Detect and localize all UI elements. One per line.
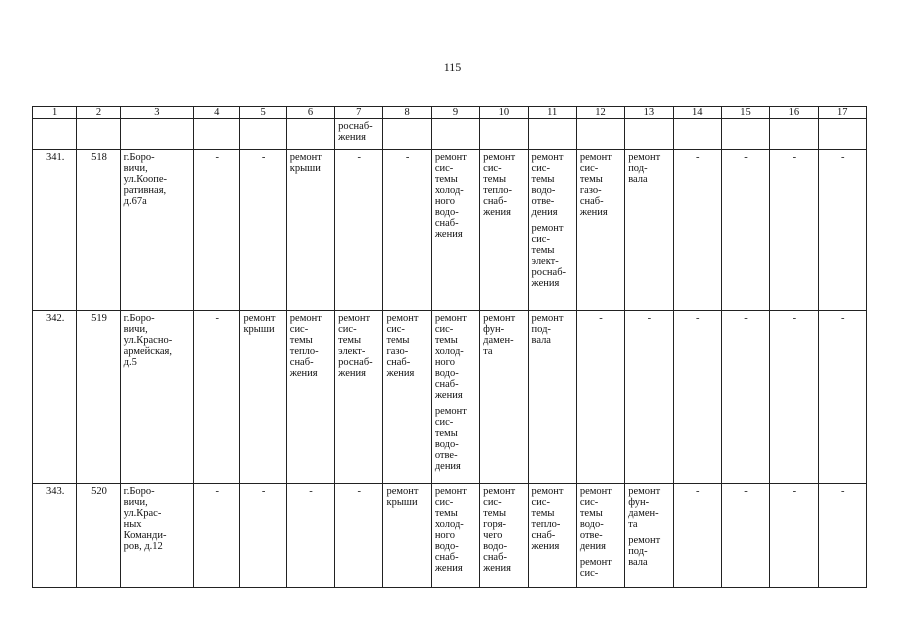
cell-line: темы — [434, 428, 458, 439]
cell-line: темы — [338, 335, 362, 346]
row-number: 342. — [33, 311, 77, 484]
cell-line: газо- — [386, 346, 409, 357]
address-cell — [120, 484, 194, 588]
column-header-15: 15 — [721, 107, 769, 119]
continuation-cell-1 — [33, 119, 77, 150]
cell-line: роснаб- — [338, 121, 373, 132]
cell-line: фун- — [483, 324, 505, 335]
cell-line: жения — [531, 278, 560, 289]
cell-line: роснаб- — [338, 357, 373, 368]
empty-dash-cell: - — [818, 150, 866, 311]
repair-work-entry — [435, 406, 477, 472]
repair-work-cell — [528, 311, 576, 484]
continuation-cell-17 — [818, 119, 866, 150]
repair-work-entry — [483, 486, 525, 574]
table-row — [33, 311, 867, 484]
cell-line: водо- — [434, 207, 459, 218]
address-cell — [120, 311, 194, 484]
empty-dash-cell: - — [770, 150, 818, 311]
cell-line: ремонт — [628, 535, 661, 546]
cell-line: водо- — [483, 541, 508, 552]
repair-work-entry — [532, 313, 574, 346]
cell-line: темы — [579, 174, 603, 185]
continuation-cell-10 — [480, 119, 528, 150]
address-line: Команди- — [123, 530, 167, 541]
repair-work-entry — [435, 313, 477, 401]
cell-line: снаб- — [434, 218, 459, 229]
continuation-cell-4 — [194, 119, 240, 150]
cell-line: отве- — [531, 196, 555, 207]
repair-work-cell — [480, 311, 528, 484]
repair-work-entry — [338, 313, 380, 379]
cell-line: темы — [386, 335, 410, 346]
repair-work-cell — [335, 311, 383, 484]
row-number: 343. — [33, 484, 77, 588]
cell-line: снаб- — [483, 196, 507, 207]
cell-line: тепло- — [289, 346, 319, 357]
empty-dash-cell: - — [721, 311, 769, 484]
address-line: вичи, — [123, 497, 148, 508]
repair-work-entry — [290, 152, 332, 174]
repair-work-entry — [483, 152, 525, 218]
continuation-cell-12 — [576, 119, 624, 150]
repair-work-entry — [532, 486, 574, 552]
cell-line: ного — [434, 196, 455, 207]
repair-work-entry — [628, 152, 670, 185]
repair-work-cell — [383, 484, 431, 588]
repair-work-entry — [483, 313, 525, 357]
cell-line: жения — [434, 229, 463, 240]
column-header-13: 13 — [625, 107, 673, 119]
cell-line: жения — [434, 390, 463, 401]
cell-line: элект- — [531, 256, 559, 267]
cell-line: темы — [531, 508, 555, 519]
cell-line: фун- — [628, 497, 650, 508]
cell-line: темы — [483, 508, 507, 519]
empty-dash-cell: - — [721, 150, 769, 311]
repair-work-cell — [286, 311, 334, 484]
cell-line: сис- — [531, 163, 550, 174]
column-header-1: 1 — [33, 107, 77, 119]
cell-line: ремонт — [483, 152, 516, 163]
continuation-cell-15 — [721, 119, 769, 150]
cell-line: ного — [434, 357, 455, 368]
cell-line: сис- — [338, 324, 357, 335]
repair-work-entry — [435, 152, 477, 240]
column-header-7: 7 — [335, 107, 383, 119]
address-line: ул.Крас- — [123, 508, 162, 519]
continuation-cell-9 — [431, 119, 479, 150]
cell-line: ремонт — [289, 313, 322, 324]
cell-line: дения — [531, 207, 558, 218]
empty-dash-cell: - — [625, 311, 673, 484]
cell-line: темы — [434, 174, 458, 185]
continuation-cell-11 — [528, 119, 576, 150]
repair-work-cell — [431, 150, 479, 311]
cell-line: темы — [483, 174, 507, 185]
repair-work-entry — [580, 486, 622, 552]
cell-line: жения — [338, 132, 366, 143]
empty-dash-cell: - — [673, 150, 721, 311]
address-line: г.Боро- — [123, 152, 155, 163]
empty-dash-cell: - — [194, 311, 240, 484]
table-row — [33, 484, 867, 588]
cell-line: ремонт — [483, 486, 516, 497]
address-line: ных — [123, 519, 142, 530]
cell-line: ремонт — [531, 152, 564, 163]
cell-line: роснаб- — [531, 267, 567, 278]
repair-work-entry — [386, 486, 428, 508]
cell-line: крыши — [243, 324, 275, 335]
cell-line: отве- — [579, 530, 603, 541]
continuation-cell-8 — [383, 119, 431, 150]
cell-line: водо- — [434, 439, 459, 450]
repair-work-cell — [625, 150, 673, 311]
cell-line: ремонт — [434, 152, 467, 163]
cell-line: жения — [483, 207, 512, 218]
cell-line: газо- — [579, 185, 602, 196]
empty-dash-cell: - — [240, 484, 286, 588]
cell-line: крыши — [386, 497, 418, 508]
address-line: ративная, — [123, 185, 167, 196]
cell-line: жения — [483, 563, 512, 574]
cell-line: ремонт — [243, 313, 276, 324]
continuation-cell-13 — [625, 119, 673, 150]
repair-work-entry — [290, 313, 332, 379]
cell-line: ремонт — [289, 152, 322, 163]
empty-dash-cell: - — [286, 484, 334, 588]
empty-dash-cell: - — [335, 484, 383, 588]
cell-line: горя- — [483, 519, 507, 530]
cell-line: снаб- — [386, 357, 411, 368]
cell-line: снаб- — [289, 357, 314, 368]
repair-work-cell — [480, 150, 528, 311]
page-number: 115 — [443, 60, 462, 74]
registry-number: 518 — [77, 150, 120, 311]
cell-line: дамен- — [628, 508, 659, 519]
cell-line: тепло- — [483, 185, 513, 196]
cell-line: отве- — [434, 450, 458, 461]
column-header-8: 8 — [383, 107, 431, 119]
cell-line: ремонт — [579, 486, 612, 497]
empty-dash-cell: - — [770, 311, 818, 484]
address-line: д.67а — [123, 196, 147, 207]
repair-work-cell — [431, 484, 479, 588]
address-line: вичи, — [123, 163, 148, 174]
cell-line: водо- — [434, 541, 459, 552]
cell-line: под- — [628, 163, 648, 174]
repair-work-cell — [240, 311, 286, 484]
column-header-9: 9 — [431, 107, 479, 119]
empty-dash-cell: - — [335, 150, 383, 311]
cell-line: жения — [434, 563, 463, 574]
cell-line: жения — [338, 368, 366, 379]
cell-line: дения — [579, 541, 606, 552]
cell-line: темы — [434, 335, 458, 346]
repair-register-table — [32, 106, 867, 588]
empty-dash-cell: - — [576, 311, 624, 484]
cell-line: ремонт — [531, 313, 564, 324]
cell-line: сис- — [579, 163, 599, 174]
cell-line: дамен- — [483, 335, 514, 346]
cell-line: снаб- — [434, 379, 459, 390]
continuation-row — [33, 119, 867, 150]
cell-line: снаб- — [531, 530, 556, 541]
cell-line: ремонт — [531, 486, 564, 497]
address-line: вичи, — [123, 324, 148, 335]
cell-line: ремонт — [483, 313, 516, 324]
cell-line: ремонт — [434, 313, 467, 324]
cell-line: холод- — [434, 519, 464, 530]
cell-line: сис- — [483, 163, 502, 174]
cell-line: вала — [628, 557, 648, 568]
cell-line: ремонт — [579, 557, 612, 568]
empty-dash-cell: - — [673, 311, 721, 484]
column-header-16: 16 — [770, 107, 818, 119]
repair-work-entry — [386, 313, 428, 379]
empty-dash-cell: - — [673, 484, 721, 588]
repair-work-cell — [528, 150, 576, 311]
address-cell — [120, 150, 194, 311]
repair-work-entry — [532, 223, 574, 289]
address-line: армейская, — [123, 346, 173, 357]
cell-line: холод- — [434, 346, 464, 357]
cell-line: сис- — [579, 497, 599, 508]
cell-line: ремонт — [338, 313, 371, 324]
cell-line: ремонт — [579, 152, 612, 163]
cell-line: сис- — [579, 568, 599, 579]
repair-work-cell — [576, 484, 624, 588]
repair-work-cell — [528, 484, 576, 588]
column-header-14: 14 — [673, 107, 721, 119]
cell-line: снаб- — [483, 552, 507, 563]
continuation-cell-3 — [120, 119, 194, 150]
repair-work-cell — [383, 311, 431, 484]
cell-line: ремонт — [434, 406, 467, 417]
cell-line: снаб- — [579, 196, 604, 207]
repair-work-entry — [628, 486, 670, 530]
empty-dash-cell: - — [818, 311, 866, 484]
cell-line: сис- — [434, 163, 454, 174]
cell-line: темы — [434, 508, 458, 519]
column-header-10: 10 — [480, 107, 528, 119]
address-line: г.Боро- — [123, 313, 155, 324]
table-row — [33, 150, 867, 311]
empty-dash-cell: - — [383, 150, 431, 311]
cell-line: та — [628, 519, 638, 530]
cell-line: ремонт — [628, 152, 661, 163]
repair-work-cell — [576, 150, 624, 311]
repair-work-entry — [580, 152, 622, 218]
repair-work-entry — [580, 557, 622, 579]
cell-line: чего — [483, 530, 503, 541]
cell-line: ремонт — [434, 486, 467, 497]
column-number-header-row — [33, 107, 867, 119]
cell-line: темы — [289, 335, 313, 346]
cell-line: сис- — [434, 417, 454, 428]
cell-line: под- — [531, 324, 551, 335]
cell-line: водо- — [531, 185, 556, 196]
cell-line: вала — [531, 335, 551, 346]
continuation-cell-6 — [286, 119, 334, 150]
column-header-3: 3 — [120, 107, 194, 119]
cell-line: темы — [531, 174, 555, 185]
empty-dash-cell: - — [240, 150, 286, 311]
column-header-11: 11 — [528, 107, 576, 119]
column-header-5: 5 — [240, 107, 286, 119]
repair-work-entry — [628, 535, 670, 568]
empty-dash-cell: - — [721, 484, 769, 588]
empty-dash-cell: - — [770, 484, 818, 588]
repair-work-entry — [532, 152, 574, 218]
column-header-2: 2 — [77, 107, 120, 119]
cell-line: тепло- — [531, 519, 561, 530]
cell-line: сис- — [531, 497, 550, 508]
registry-number: 520 — [77, 484, 120, 588]
cell-line: дения — [434, 461, 461, 472]
continuation-cell-16 — [770, 119, 818, 150]
cell-line: холод- — [434, 185, 464, 196]
continuation-cell-5 — [240, 119, 286, 150]
cell-line: ремонт — [386, 313, 419, 324]
cell-line: элект- — [338, 346, 366, 357]
continuation-cell-14 — [673, 119, 721, 150]
address-line: ров, д.12 — [123, 541, 163, 552]
cell-line: жения — [579, 207, 608, 218]
column-header-17: 17 — [818, 107, 866, 119]
registry-number: 519 — [77, 311, 120, 484]
cell-line: ремонт — [531, 223, 564, 234]
row-number: 341. — [33, 150, 77, 311]
repair-work-entry — [243, 313, 283, 335]
cell-line: сис- — [531, 234, 550, 245]
cell-line: вала — [628, 174, 648, 185]
cell-line: та — [483, 346, 493, 357]
repair-work-cell — [286, 150, 334, 311]
cell-line: сис- — [289, 324, 309, 335]
repair-work-cell — [431, 311, 479, 484]
cell-line: сис- — [434, 324, 454, 335]
cell-line: темы — [579, 508, 603, 519]
column-header-6: 6 — [286, 107, 334, 119]
address-line: ул.Коопе- — [123, 174, 168, 185]
cell-line: под- — [628, 546, 648, 557]
cell-line: сис- — [386, 324, 405, 335]
continuation-cell-2 — [77, 119, 120, 150]
cell-line: ремонт — [628, 486, 661, 497]
cell-line: сис- — [434, 497, 454, 508]
cell-line: водо- — [579, 519, 604, 530]
cell-line: жения — [531, 541, 560, 552]
cell-line: ного — [434, 530, 455, 541]
cell-line: темы — [531, 245, 555, 256]
cell-line: снаб- — [434, 552, 459, 563]
repair-work-cell — [480, 484, 528, 588]
empty-dash-cell: - — [818, 484, 866, 588]
cell-line: сис- — [483, 497, 502, 508]
repair-work-cell — [625, 484, 673, 588]
empty-dash-cell: - — [194, 150, 240, 311]
cell-line: жения — [386, 368, 415, 379]
repair-work-entry — [435, 486, 477, 574]
cell-line: водо- — [434, 368, 459, 379]
address-line: ул.Красно- — [123, 335, 173, 346]
empty-dash-cell: - — [194, 484, 240, 588]
cell-line: жения — [289, 368, 318, 379]
cell-line: ремонт — [386, 486, 419, 497]
address-line: д.5 — [123, 357, 137, 368]
address-line: г.Боро- — [123, 486, 155, 497]
continuation-cell-7 — [335, 119, 383, 150]
column-header-4: 4 — [194, 107, 240, 119]
column-header-12: 12 — [576, 107, 624, 119]
cell-line: крыши — [289, 163, 321, 174]
